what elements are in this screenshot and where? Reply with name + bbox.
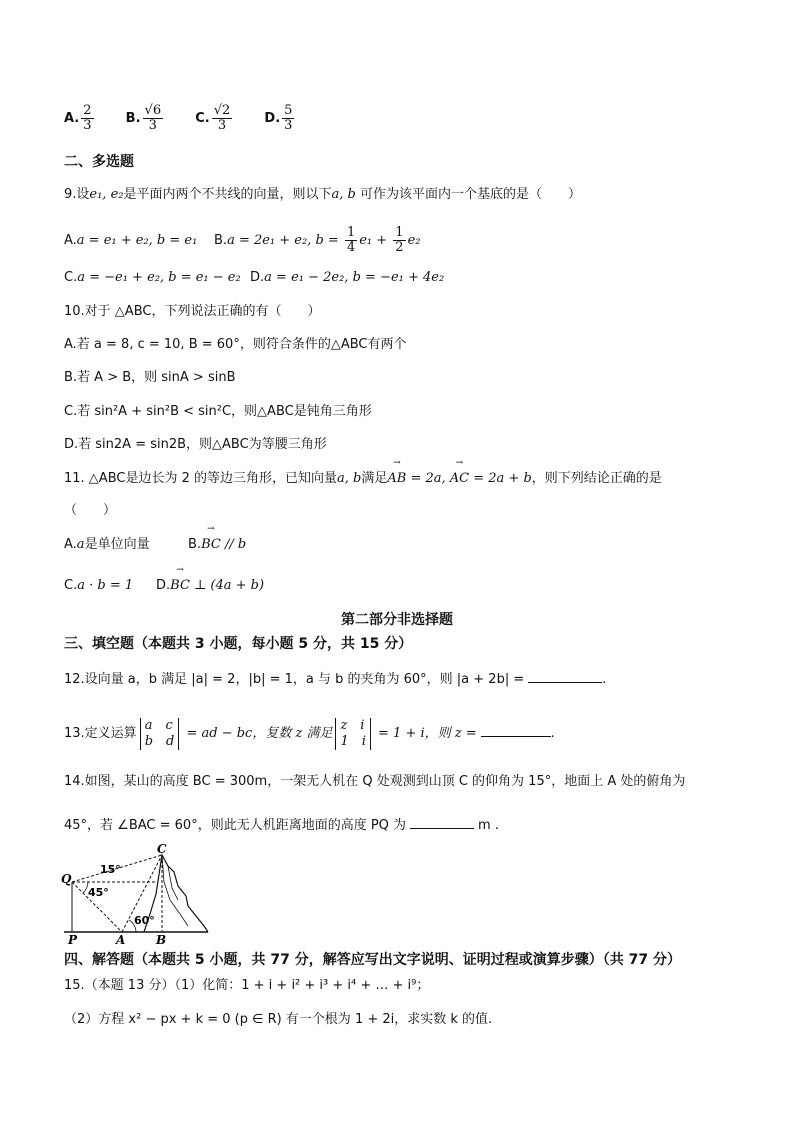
q10-stem: 10.对于 △ABC，下列说法正确的有（ ） xyxy=(64,304,321,319)
mountain-ridge xyxy=(162,855,188,926)
q9-option-a: A.a = e₁ + e₂, b = e₁ xyxy=(64,233,198,248)
q11-stem: 11. △ABC是边长为 2 的等边三角形，已知向量a, b满足→ AB = 2a, → AC = 2a + b，则下列结论正确的是 xyxy=(64,469,662,489)
q15-line2: （2）方程 x² − px + k = 0 (p ∈ R) 有一个根为 1 + 2i，求实数 k 的值. xyxy=(64,1012,493,1027)
fraction: $\frac{√2}{3}$ xyxy=(213,103,231,133)
q14-line2: 45°，若 ∠BAC = 60°，则此无人机距离地面的高度 PQ 为 m . xyxy=(64,814,499,836)
q11-options-ab xyxy=(64,535,246,555)
answer-blank[interactable] xyxy=(410,814,474,829)
q9-option-b: B.a = 2e₁ + e₂, b = $\frac{1}{4}$ e₁ + $\frac{1}{2}$ e₂ xyxy=(214,225,421,255)
q10-option-d: D.若 sin2A = sin2B，则△ABC为等腰三角形 xyxy=(64,437,327,452)
q11-options-cd xyxy=(64,576,264,596)
q8-options-row xyxy=(64,104,322,134)
section3-title: 三、填空题（本题共 3 小题，每小题 5 分，共 15 分） xyxy=(64,636,413,652)
q15-line1: 15.（本题 13 分）（1）化简：1 + i + i² + i³ + i⁴ + … + i⁹； xyxy=(64,978,430,993)
q10-option-a: A.若 a = 8, c = 10, B = 60°，则符合条件的△ABC有两个 xyxy=(64,337,407,352)
q10-option-c: C.若 sin²A + sin²B < sin²C，则△ABC是钝角三角形 xyxy=(64,404,372,419)
q11-option-a: A.a是单位向量 xyxy=(64,537,150,552)
q9-stem: 9.设e₁, e₂是平面内两个不共线的向量，则以下a, b 可作为该平面内一个基底的是（ ） xyxy=(64,187,581,202)
q13: 13.定义运算 a c b d = ad − bc，复数 z 满足 z i 1 i = 1 + i，则 z = . xyxy=(64,717,555,749)
q14-line1: 14.如图，某山的高度 BC = 300m，一架无人机在 Q 处观测到山顶 C 的仰角为 15°，地面上 A 处的俯角为 xyxy=(64,774,686,789)
angle-60-label: 60° xyxy=(134,914,155,927)
part2-title: 第二部分非选择题 xyxy=(341,612,453,628)
determinant: a c b d xyxy=(140,718,180,750)
q9-option-d: D.a = e₁ − 2e₂, b = −e₁ + 4e₂ xyxy=(250,270,445,285)
fraction: $\frac{√6}{3}$ xyxy=(144,103,162,133)
q9-options-ab xyxy=(64,226,420,255)
fraction: $\frac{5}{3}$ xyxy=(284,103,293,133)
q12: 12.设向量 a，b 满足 |a| = 2，|b| = 1，a 与 b 的夹角为 60°，则 |a + 2b| = . xyxy=(64,668,606,690)
q10-option-b: B.若 A > B，则 sinA > sinB xyxy=(64,370,236,385)
q11-option-d: D.→ BC ⊥ (4a + b) xyxy=(156,578,264,593)
angle-45-label: 45° xyxy=(88,886,109,899)
determinant: z i 1 i xyxy=(335,718,370,750)
fraction: $\frac{1}{2}$ xyxy=(395,225,404,255)
fraction: $\frac{1}{4}$ xyxy=(346,225,356,255)
label-c: C xyxy=(157,842,167,856)
q11-option-b: B.→ BC // b xyxy=(188,537,246,552)
q8-option-d: D. $\frac{5}{3}$ xyxy=(264,103,293,133)
section2-title: 二、多选题 xyxy=(64,154,134,170)
section4-title: 四、解答题（本题共 5 小题，共 77 分，解答应写出文字说明、证明过程或演算步骤）（共 77 分） xyxy=(64,952,681,968)
label-a: A xyxy=(116,933,126,947)
q11-stem-paren: （ ） xyxy=(64,503,117,518)
angle-15-label: 15° xyxy=(100,863,121,876)
q8-option-c: C. $\frac{√2}{3}$ xyxy=(195,103,231,133)
q9-options-cd xyxy=(64,268,444,288)
fraction: $\frac{2}{3}$ xyxy=(83,103,92,133)
mountain-figure xyxy=(60,842,220,948)
q9-option-c: C.a = −e₁ + e₂, b = e₁ − e₂ xyxy=(64,270,241,285)
q8-option-a: A. $\frac{2}{3}$ xyxy=(64,103,92,133)
answer-blank[interactable] xyxy=(528,668,602,683)
label-q: Q xyxy=(61,872,72,886)
label-p: P xyxy=(68,933,78,947)
q8-option-b: B. $\frac{√6}{3}$ xyxy=(125,103,162,133)
q11-option-c: C.a · b = 1 xyxy=(64,578,134,593)
answer-blank[interactable] xyxy=(481,722,551,737)
label-b: B xyxy=(156,933,167,947)
